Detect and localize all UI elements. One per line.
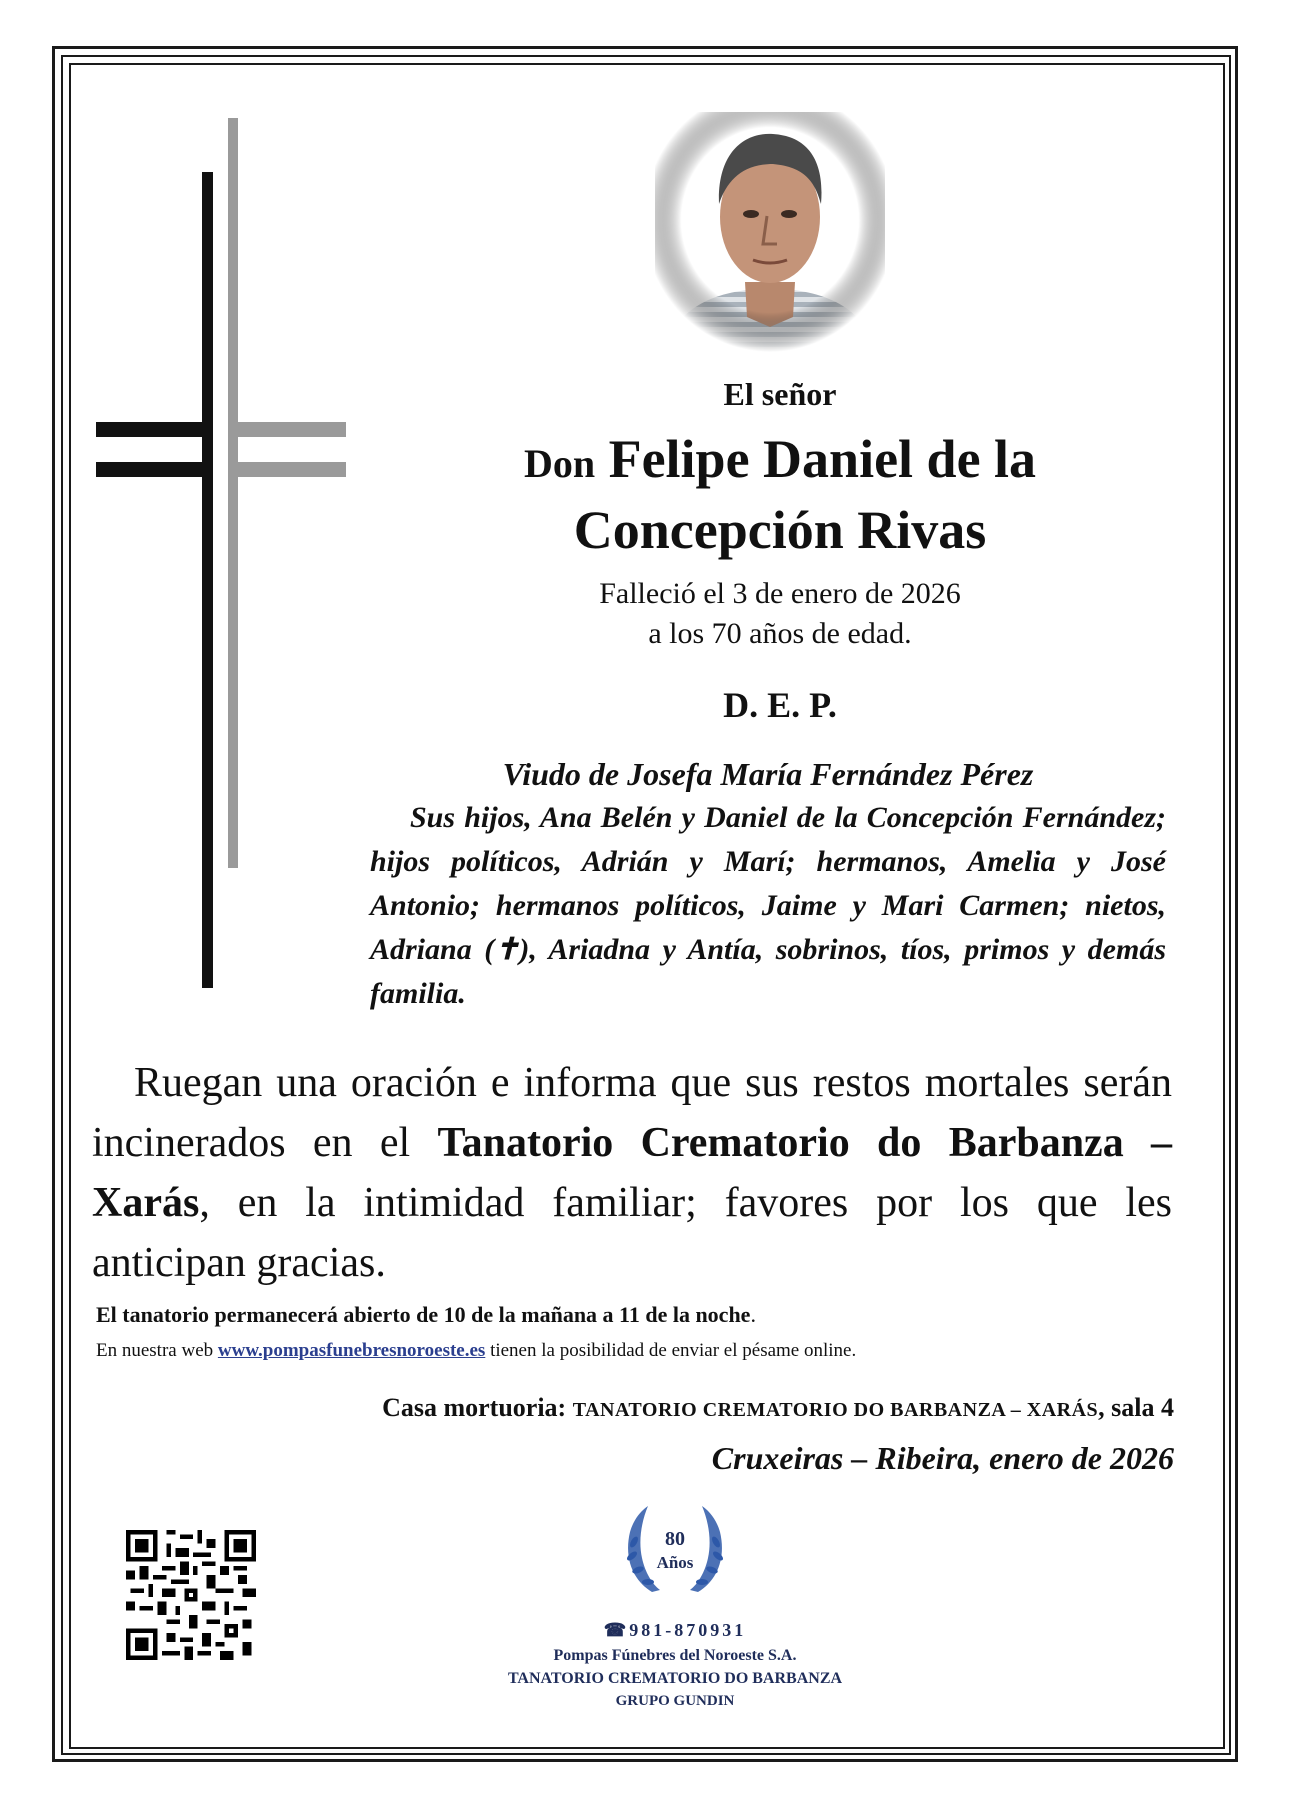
intro-text: El señor	[723, 376, 837, 412]
prayer-part-1: Ruegan una oración e informa que sus restos mortales serán incinerados en el	[92, 1060, 1172, 1166]
casa-label: Casa mortuoria:	[382, 1393, 573, 1422]
widow-line: Viudo de Josefa María Fernández Pérez	[502, 756, 1034, 792]
death-date: Falleció el 3 de enero de 2026	[599, 577, 961, 610]
prayer-part-2: , en la intimidad familiar; favores por los que les anticipan gracias.	[92, 1180, 1172, 1286]
prayer-paragraph	[92, 1053, 1172, 1293]
cross-symbol-icon: ✝	[494, 933, 520, 966]
rip-text: D. E. P.	[723, 685, 837, 725]
name-line-2: Concepción Rivas	[573, 500, 987, 560]
cross-horizontal-gray-top	[228, 422, 346, 437]
relatives-text	[370, 796, 1166, 1016]
phone-number[interactable]: 981-870931	[629, 1620, 747, 1640]
logo-word: Años	[656, 1553, 694, 1572]
laurel-wreath-icon	[612, 1492, 738, 1610]
company-name: Pompas Fúnebres del Noroeste S.A.	[553, 1647, 797, 1664]
death-info	[380, 574, 1180, 654]
cross-horizontal-black-top	[96, 422, 213, 437]
web-notice	[96, 1340, 856, 1362]
opening-hours	[96, 1302, 756, 1328]
prayer-venue: Tanatorio Crematorio do Barbanza – Xarás	[92, 1120, 1173, 1226]
funeral-home	[382, 1393, 1174, 1423]
crematorium-name: TANATORIO CREMATORIO DO BARBANZA	[507, 1670, 843, 1687]
casa-room: , sala 4	[1098, 1393, 1174, 1422]
casa-venue: TANATORIO CREMATORIO DO BARBANZA – XARÁS	[572, 1399, 1099, 1421]
honorific: Don	[523, 441, 596, 486]
qr-code-icon[interactable]	[126, 1530, 256, 1660]
deceased-name	[380, 426, 1180, 563]
family-block	[370, 752, 1166, 1016]
logo-number: 80	[665, 1528, 685, 1550]
web-suffix: tienen la posibilidad de enviar el pésame online.	[485, 1340, 857, 1361]
cross-horizontal-black-bottom	[96, 462, 213, 477]
hours-text: El tanatorio permanecerá abierto de 10 de la mañana a 11 de la noche	[96, 1302, 751, 1327]
age: a los 70 años de edad.	[648, 617, 912, 650]
cross-horizontal-gray-bottom	[228, 462, 346, 477]
deceased-portrait	[655, 112, 885, 352]
name-line-1: Felipe Daniel de la	[608, 429, 1037, 489]
web-prefix: En nuestra web	[96, 1340, 218, 1361]
website-link[interactable]: www.pompasfunebresnoroeste.es	[217, 1340, 486, 1361]
anniversary-logo	[612, 1492, 738, 1610]
hours-period: .	[750, 1302, 756, 1327]
phone-icon: ☎	[603, 1620, 630, 1640]
cross-vertical-gray	[228, 118, 238, 868]
relatives-part-b: ), Ariadna y Antía, sobrinos, tíos, primos y demás familia.	[370, 933, 1166, 1010]
place-date: Cruxeiras – Ribeira, enero de 2026	[711, 1440, 1174, 1476]
phone-line	[445, 1620, 905, 1641]
relatives-part-a: Sus hijos, Ana Belén y Daniel de la Concepción Fernández; hijos políticos, Adrián y Marí; hermanos, Amelia y José Antonio; hermanos políticos, Jaime y Mari Carmen; nietos, Adriana (	[370, 801, 1166, 966]
cross-icon	[96, 118, 346, 988]
cross-vertical-black	[202, 172, 213, 988]
group-name: GRUPO GUNDIN	[615, 1693, 735, 1709]
